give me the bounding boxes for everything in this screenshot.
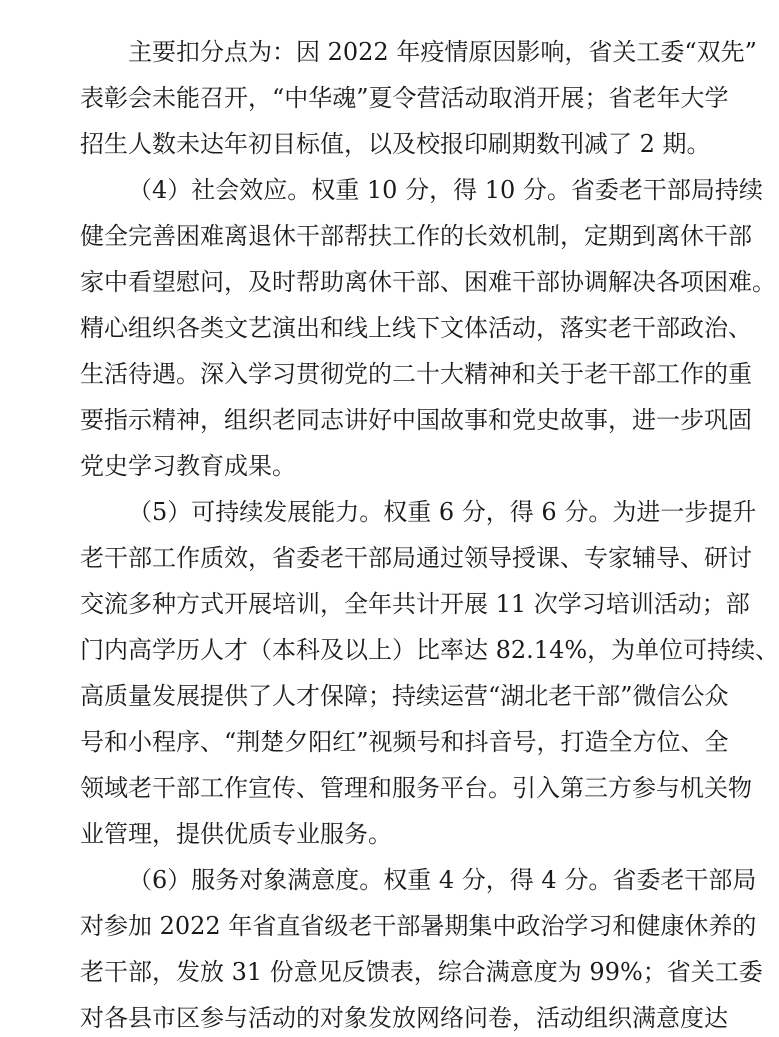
text-line: 主要扣分点为：因 2022 年疫情原因影响，省关工委“双先”: [128, 38, 757, 66]
text-line: 对各县市区参与活动的对象发放网络问卷，活动组织满意度达: [80, 1004, 728, 1032]
text-line: 交流多种方式开展培训，全年共计开展 11 次学习培训活动；部: [80, 590, 750, 618]
text-line: 招生人数未达年初目标值，以及校报印刷期数刊减了 2 期。: [80, 130, 711, 158]
text-line: 党史学习教育成果。: [80, 452, 296, 480]
text-line: （6）服务对象满意度。权重 4 分，得 4 分。省委老干部局: [128, 866, 757, 894]
text-line: 老干部，发放 31 份意见反馈表，综合满意度为 99%；省关工委: [80, 958, 763, 986]
text-line: 高质量发展提供了人才保障；持续运营“湖北老干部”微信公众: [80, 682, 729, 710]
text-line: （4）社会效应。权重 10 分，得 10 分。省委老干部局持续: [128, 176, 763, 204]
text-line: 健全完善困难离退休干部帮扶工作的长效机制，定期到离休干部: [80, 222, 752, 250]
text-line: 家中看望慰问，及时帮助离休干部、困难干部协调解决各项困难。: [80, 268, 776, 296]
text-line: （5）可持续发展能力。权重 6 分，得 6 分。为进一步提升: [128, 498, 757, 526]
text-line: 领域老干部工作宣传、管理和服务平台。引入第三方参与机关物: [80, 774, 752, 802]
text-line: 业管理，提供优质专业服务。: [80, 820, 392, 848]
text-line: 对参加 2022 年省直省级老干部暑期集中政治学习和健康休养的: [80, 912, 757, 940]
text-line: 老干部工作质效，省委老干部局通过领导授课、专家辅导、研讨: [80, 544, 752, 572]
text-line: 要指示精神，组织老同志讲好中国故事和党史故事，进一步巩固: [80, 406, 752, 434]
text-line: 生活待遇。深入学习贯彻党的二十大精神和关于老干部工作的重: [80, 360, 752, 388]
text-line: 精心组织各类文艺演出和线上线下文体活动，落实老干部政治、: [80, 314, 752, 342]
text-line: 号和小程序、“荆楚夕阳红”视频号和抖音号，打造全方位、全: [80, 728, 729, 756]
text-line: 表彰会未能召开，“中华魂”夏令营活动取消开展；省老年大学: [80, 84, 729, 112]
text-line: 门内高学历人才（本科及以上）比率达 82.14%，为单位可持续、: [80, 636, 779, 664]
